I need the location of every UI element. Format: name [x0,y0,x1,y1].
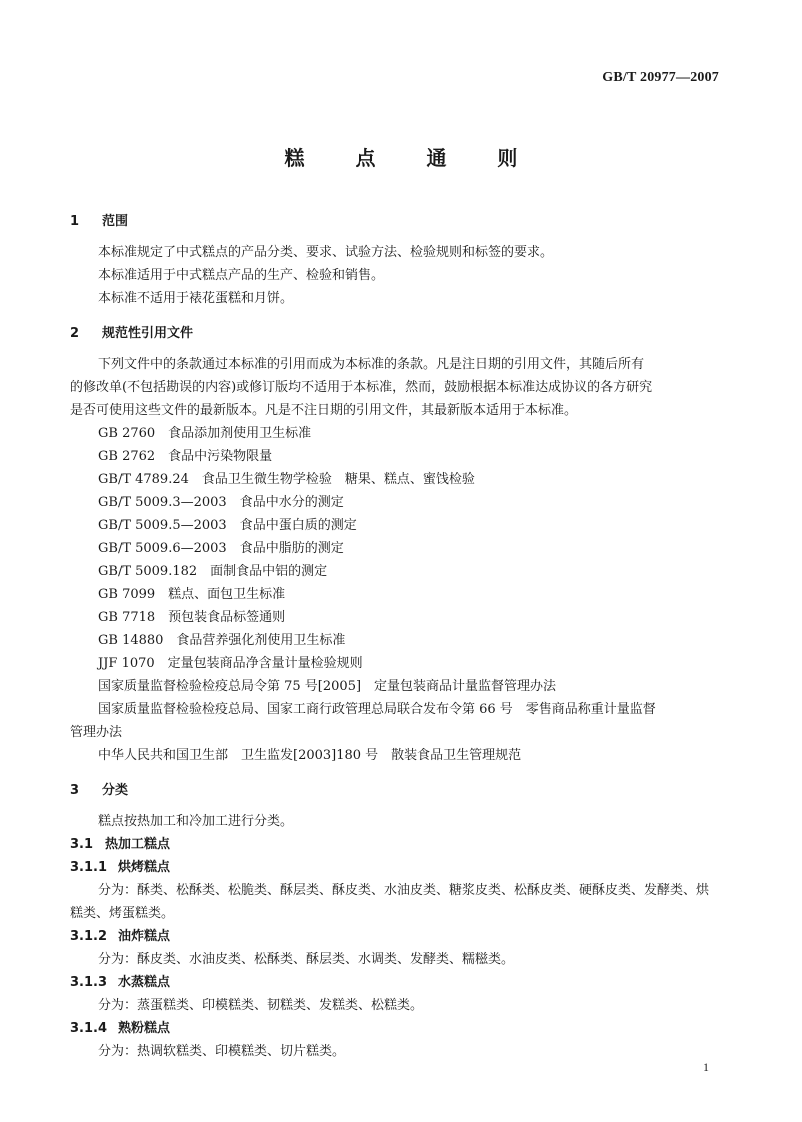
reference-item: GB/T 5009.6—2003 食品中脂肪的测定 [98,541,344,556]
section-title: 规范性引用文件 [102,326,194,341]
page-number: 1 [703,1060,709,1074]
paragraph: 本标准不适用于裱花蛋糕和月饼。 [98,291,294,306]
subsubsection-heading [70,925,728,948]
reference-item: GB 7718 预包装食品标签通则 [98,610,286,625]
reference-item: JJF 1070 定量包装商品净含量计量检验规则 [98,656,363,671]
document-body [70,210,728,1063]
section-title: 范围 [102,214,129,229]
section-number: 1 [70,214,80,229]
section-number: 3 [70,783,80,798]
subsubsection-number: 3.1.1 [70,860,108,875]
section-heading-references [70,322,728,345]
reference-item: 中华人民共和国卫生部 卫生监发[2003]180 号 散装食品卫生管理规范 [98,748,522,763]
subsubsection-number: 3.1.4 [70,1021,108,1036]
paragraph-line: 的修改单(不包括勘误的内容)或修订版均不适用于本标准，然而，鼓励根据本标准达成协议的各方研究 [70,380,653,395]
subsubsection-title: 烘烤糕点 [118,860,171,875]
subsubsection-number: 3.1.3 [70,975,108,990]
paragraph-line: 分为：酥皮类、水油皮类、松酥类、酥层类、水调类、发酵类、糯糍类。 [98,952,515,967]
subsubsection-title: 油炸糕点 [118,929,171,944]
reference-item: GB/T 4789.24 食品卫生微生物学检验 糖果、糕点、蜜饯检验 [98,472,475,487]
paragraph: 本标准规定了中式糕点的产品分类、要求、试验方法、检验规则和标签的要求。 [98,245,554,260]
subsection-title: 热加工糕点 [105,837,171,852]
reference-item: GB 7099 糕点、面包卫生标准 [98,587,286,602]
reference-item-continued: 管理办法 [70,725,123,740]
document-title: 糕 点 通 则 [284,146,540,170]
subsubsection-number: 3.1.2 [70,929,108,944]
section-title: 分类 [102,783,129,798]
reference-item: GB 2760 食品添加剂使用卫生标准 [98,426,312,441]
paragraph-line: 分为：热调软糕类、印模糕类、切片糕类。 [98,1044,346,1059]
subsubsection-heading [70,971,728,994]
subsubsection-heading [70,856,728,879]
reference-item: GB 2762 食品中污染物限量 [98,449,273,464]
reference-item: GB/T 5009.5—2003 食品中蛋白质的测定 [98,518,357,533]
paragraph-line: 分为：蒸蛋糕类、印模糕类、韧糕类、发糕类、松糕类。 [98,998,424,1013]
subsubsection-title: 熟粉糕点 [118,1021,171,1036]
reference-item: GB/T 5009.182 面制食品中铝的测定 [98,564,328,579]
reference-item: 国家质量监督检验检疫总局令第 75 号[2005] 定量包装商品计量监督管理办法 [98,679,557,694]
reference-item: 国家质量监督检验检疫总局、国家工商行政管理总局联合发布令第 66 号 零售商品称重计量监督 [98,702,656,717]
section-heading-scope [70,210,728,233]
subsection-heading [70,833,728,856]
reference-item: GB 14880 食品营养强化剂使用卫生标准 [98,633,346,648]
paragraph-line: 是否可使用这些文件的最新版本。凡是不注日期的引用文件，其最新版本适用于本标准。 [70,403,578,418]
reference-item: GB/T 5009.3—2003 食品中水分的测定 [98,495,344,510]
subsubsection-title: 水蒸糕点 [118,975,171,990]
subsubsection-heading [70,1017,728,1040]
paragraph-line: 下列文件中的条款通过本标准的引用而成为本标准的条款。凡是注日期的引用文件，其随后所有 [98,357,645,372]
section-heading-classification [70,779,728,802]
document-code: GB/T 20977—2007 [602,70,719,85]
subsection-number: 3.1 [70,837,94,852]
paragraph-line: 分为：酥类、松酥类、松脆类、酥层类、酥皮类、水油皮类、糖浆皮类、松酥皮类、硬酥皮类、发酵类、烘 [98,883,710,898]
paragraph-line: 糕类、烤蛋糕类。 [70,906,175,921]
paragraph: 本标准适用于中式糕点产品的生产、检验和销售。 [98,268,385,283]
paragraph: 糕点按热加工和冷加工进行分类。 [98,814,294,829]
section-number: 2 [70,326,80,341]
